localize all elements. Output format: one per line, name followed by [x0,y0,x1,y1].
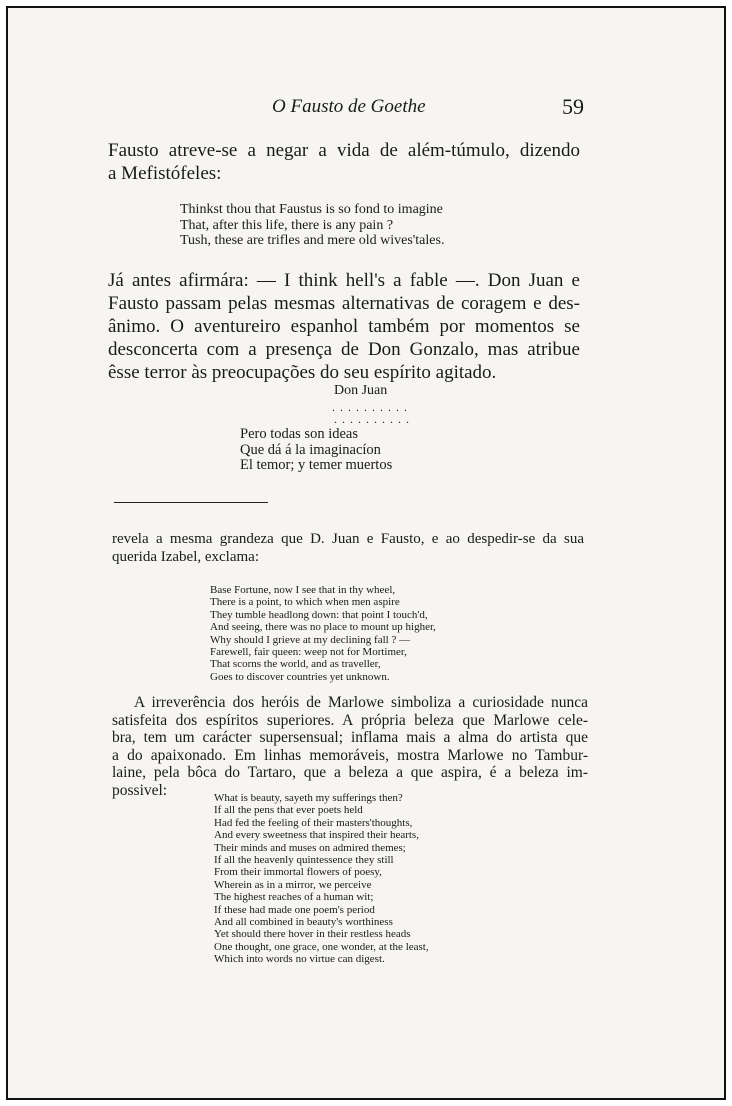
verse-line: The highest reaches of a human wit; [214,891,374,904]
verse-line: Tush, these are trifles and mere old wives'tales. [180,233,445,248]
verse-line: Farewell, fair queen: weep not for Mortimer, [210,646,407,659]
text-line: querida Izabel, exclama: [112,549,259,565]
quote-marlowe-edward [210,584,436,683]
text-line: Já antes afirmára: — I think hell's a fable —. Don Juan e [108,270,580,291]
verse-line: What is beauty, sayeth my sufferings then? [214,792,403,804]
running-header-title: O Fausto de Goethe [272,96,426,117]
verse-line: One thought, one grace, one wonder, at the least, [214,940,429,953]
verse-line: Yet should there hover in their restless heads [214,928,411,941]
text-line: bra, tem um carácter supersensual; inflama mais a alma do artista que [112,729,588,746]
page-number: 59 [562,94,584,119]
text-line: Fausto passam pelas mesmas alternativas de coragem e des- [108,293,580,314]
paragraph-don-juan-faust [108,269,580,384]
verse-line: El temor; y temer muertos [240,457,393,473]
paragraph-irreverencia [112,694,588,799]
text-line: desconcerta com a presença de Don Gonzalo, mas atribue [108,339,580,360]
quote-marlowe-faustus [180,202,444,249]
verse-line: There is a point, to which when men aspire [210,596,400,609]
text-line: A irreverência dos heróis de Marlowe simboliza a curiosidade nunca [134,694,588,711]
text-line: a do apaixonado. Em linhas memoráveis, mostra Marlowe no Tambur- [112,746,588,764]
verse-line: Pero todas son ideas [240,426,358,442]
text-line: a Mefistófeles: [108,163,222,184]
speaker-name: Don Juan [334,383,388,398]
footnote-separator [114,502,268,503]
verse-line: Which into words no virtue can digest. [214,953,385,966]
verse-line: That scorns the world, and as traveller, [210,658,381,671]
verse-line: Wherein as in a mirror, we perceive [214,878,372,891]
verse-line: Thinkst thou that Faustus is so fond to imagine [180,202,443,217]
verse-line: And every sweetness that inspired their hearts, [214,829,419,842]
book-page [6,6,726,1100]
verse-line: And seeing, there was no place to mount up higher, [210,621,436,634]
verse-line: Why should I grieve at my declining fall ? — [210,633,411,646]
text-line: ânimo. O aventureiro espanhol também por momentos se [108,316,580,337]
verse-line: If all the pens that ever poets held [214,804,363,817]
text-line: Fausto atreve-se a negar a vida de além-túmulo, dizendo [108,140,580,161]
paragraph-faust-denies [108,139,580,185]
verse-line: If these had made one poem's period [214,903,375,916]
paragraph-grandeza [112,530,584,566]
ellipsis-dots: . . . . . . . . . . [334,412,410,426]
verse-line: That, after this life, there is any pain ? [180,217,394,233]
text-line: laine, pela bôca do Tartaro, que a beleza a que aspira, é a beleza im- [112,764,588,781]
ellipsis-dots: . . . . . . . . . . [332,400,408,414]
verse-line: If all the heavenly quintessence they still [214,854,394,867]
quote-don-juan-tenorio [240,427,392,474]
text-line: êsse terror às preocupações do seu espírito agitado. [108,362,497,383]
text-line: satisfeita dos espíritos superiores. A própria beleza que Marlowe cele- [112,711,588,729]
text-line: possivel: [112,781,168,799]
verse-line: Had fed the feeling of their masters'thoughts, [214,816,413,829]
verse-line: And all combined in beauty's worthiness [214,916,393,929]
verse-line: Goes to discover countries yet unknown. [210,670,390,683]
verse-line: Base Fortune, now I see that in thy wheel, [210,584,396,596]
verse-line: Que dá á la imaginacíon [240,441,381,458]
verse-line: From their immortal flowers of poesy, [214,866,382,879]
verse-line: They tumble headlong down: that point I touch'd, [210,608,428,621]
verse-line: Their minds and muses on admired themes; [214,841,406,854]
quote-marlowe-tamburlaine [214,792,429,966]
text-line: revela a mesma grandeza que D. Juan e Fausto, e ao despedir-se da sua [112,531,584,547]
